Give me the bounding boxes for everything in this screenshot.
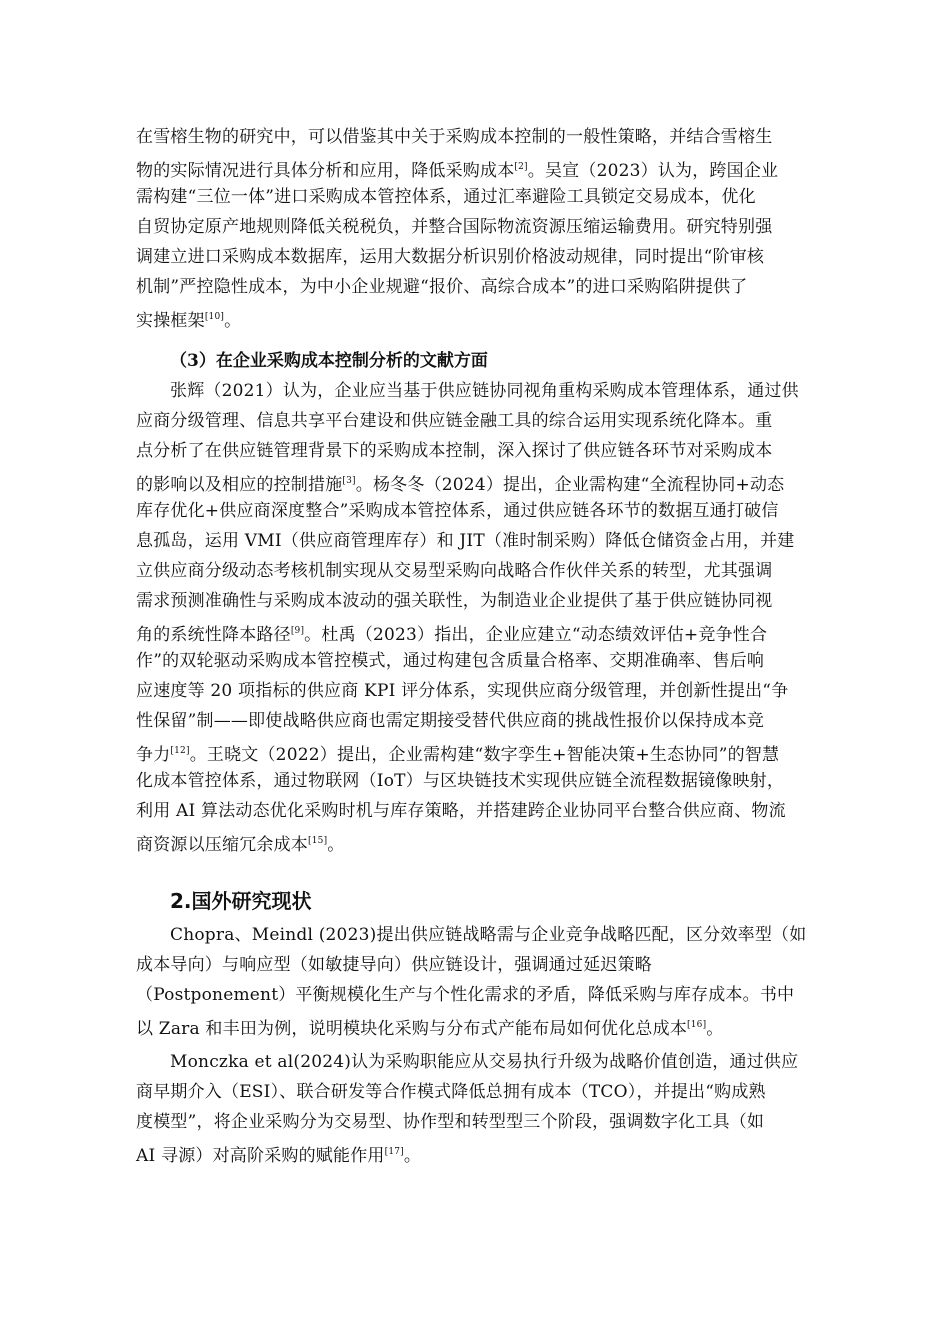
citation-ref: [2] — [514, 162, 528, 172]
section3-paragraph — [136, 376, 856, 856]
text-line: 性保留”制——即使战略供应商也需定期接受替代供应商的挑战性报价以保持成本竞 — [136, 711, 765, 731]
citation-ref: [3] — [342, 476, 356, 486]
text-line: 息孤岛，运用 VMI（供应商管理库存）和 JIT（准时制采购）降低仓储资金占用，并建 — [136, 531, 795, 551]
citation-ref: [10] — [204, 312, 225, 322]
text-line: （Postponement）平衡规模化生产与个性化需求的矛盾，降低采购与库存成本。书中 — [136, 985, 795, 1005]
text-line: 商资源以压缩冗余成本[15]。 — [136, 835, 345, 855]
text-line: 争力[12]。王晓文（2022）提出，企业需构建“数字孪生+智能决策+生态协同”的智慧 — [136, 745, 780, 765]
text-line: 机制”严控隐性成本，为中小企业规避“报价、高综合成本”的进口采购陷阱提供了 — [136, 277, 748, 297]
citation-ref: [17] — [384, 1147, 404, 1157]
text-line: 调建立进口采购成本数据库，运用大数据分析识别价格波动规律，同时提出“阶审核 — [136, 247, 765, 267]
text-line: Monczka et al(2024)认为采购职能应从交易执行升级为战略价值创造，通过供应 — [170, 1052, 799, 1072]
text-line: 物的实际情况进行具体分析和应用，降低采购成本[2]。吴宣（2023）认为，跨国企业 — [136, 161, 779, 181]
text-line: 实操框架[10]。 — [136, 311, 242, 331]
text-line: 的影响以及相应的控制措施[3]。杨冬冬（2024）提出，企业需构建“全流程协同+动态 — [136, 475, 785, 495]
text-line: 成本导向）与响应型（如敏捷导向）供应链设计，强调通过延迟策略 — [136, 955, 652, 975]
text-line: 以 Zara 和丰田为例，说明模块化采购与分布式产能布局如何优化总成本[16]。 — [136, 1019, 724, 1039]
text-line: 化成本管控体系，通过物联网（IoT）与区块链技术实现供应链全流程数据镜像映射， — [136, 771, 785, 791]
section-heading-2: 2.国外研究现状 — [170, 889, 312, 913]
text-line: 立供应商分级动态考核机制实现从交易型采购向战略合作伙伴关系的转型，尤其强调 — [136, 561, 773, 581]
text-line: 张辉（2021）认为，企业应当基于供应链协同视角重构采购成本管理体系，通过供 — [170, 381, 799, 401]
text-line: 应商分级管理、信息共享平台建设和供应链金融工具的综合运用实现系统化降本。重 — [136, 411, 773, 431]
text-line: 作”的双轮驱动采购成本管控模式，通过构建包含质量合格率、交期准确率、售后响 — [136, 651, 765, 671]
text-line: 角的系统性降本路径[9]。杜禹（2023）指出，企业应建立“动态绩效评估+竞争性合 — [136, 625, 768, 645]
section2-paragraph-2 — [136, 1047, 856, 1167]
text-line: 度模型”，将企业采购分为交易型、协作型和转型型三个阶段，强调数字化工具（如 — [136, 1112, 765, 1132]
citation-ref: [12] — [170, 746, 190, 756]
text-line: 商早期介入（ESI）、联合研发等合作模式降低总拥有成本（TCO），并提出“购成熟 — [136, 1082, 766, 1102]
text-line: 在雪榕生物的研究中，可以借鉴其中关于采购成本控制的一般性策略，并结合雪榕生 — [136, 127, 773, 147]
citation-ref: [9] — [290, 626, 305, 636]
text-line: 库存优化+供应商深度整合”采购成本管控体系，通过供应链各环节的数据互通打破信 — [136, 501, 779, 521]
citation-ref: [15] — [308, 836, 328, 846]
text-line: 需求预测准确性与采购成本波动的强关联性，为制造业企业提供了基于供应链协同视 — [136, 591, 773, 611]
text-line: 自贸协定原产地规则降低关税税负，并整合国际物流资源压缩运输费用。研究特别强 — [136, 217, 773, 237]
text-line: 需构建“三位一体”进口采购成本管控体系，通过汇率避险工具锁定交易成本，优化 — [136, 187, 756, 207]
intro-paragraph — [136, 122, 856, 332]
text-line: 应速度等 20 项指标的供应商 KPI 评分体系，实现供应商分级管理，并创新性提出“争 — [136, 681, 789, 701]
text-line: Chopra、Meindl (2023)提出供应链战略需与企业竞争战略匹配，区分效率型（如 — [170, 925, 807, 945]
text-line: 利用 AI 算法动态优化采购时机与库存策略，并搭建跨企业协同平台整合供应商、物流 — [136, 801, 786, 821]
text-line: AI 寻源）对高阶采购的赋能作用[17]。 — [136, 1146, 422, 1166]
citation-ref: [16] — [687, 1020, 707, 1030]
section2-paragraph-1 — [136, 920, 856, 1040]
section-heading-3: （3）在企业采购成本控制分析的文献方面 — [170, 351, 488, 371]
text-line: 点分析了在供应链管理背景下的采购成本控制，深入探讨了供应链各环节对采购成本 — [136, 441, 773, 461]
